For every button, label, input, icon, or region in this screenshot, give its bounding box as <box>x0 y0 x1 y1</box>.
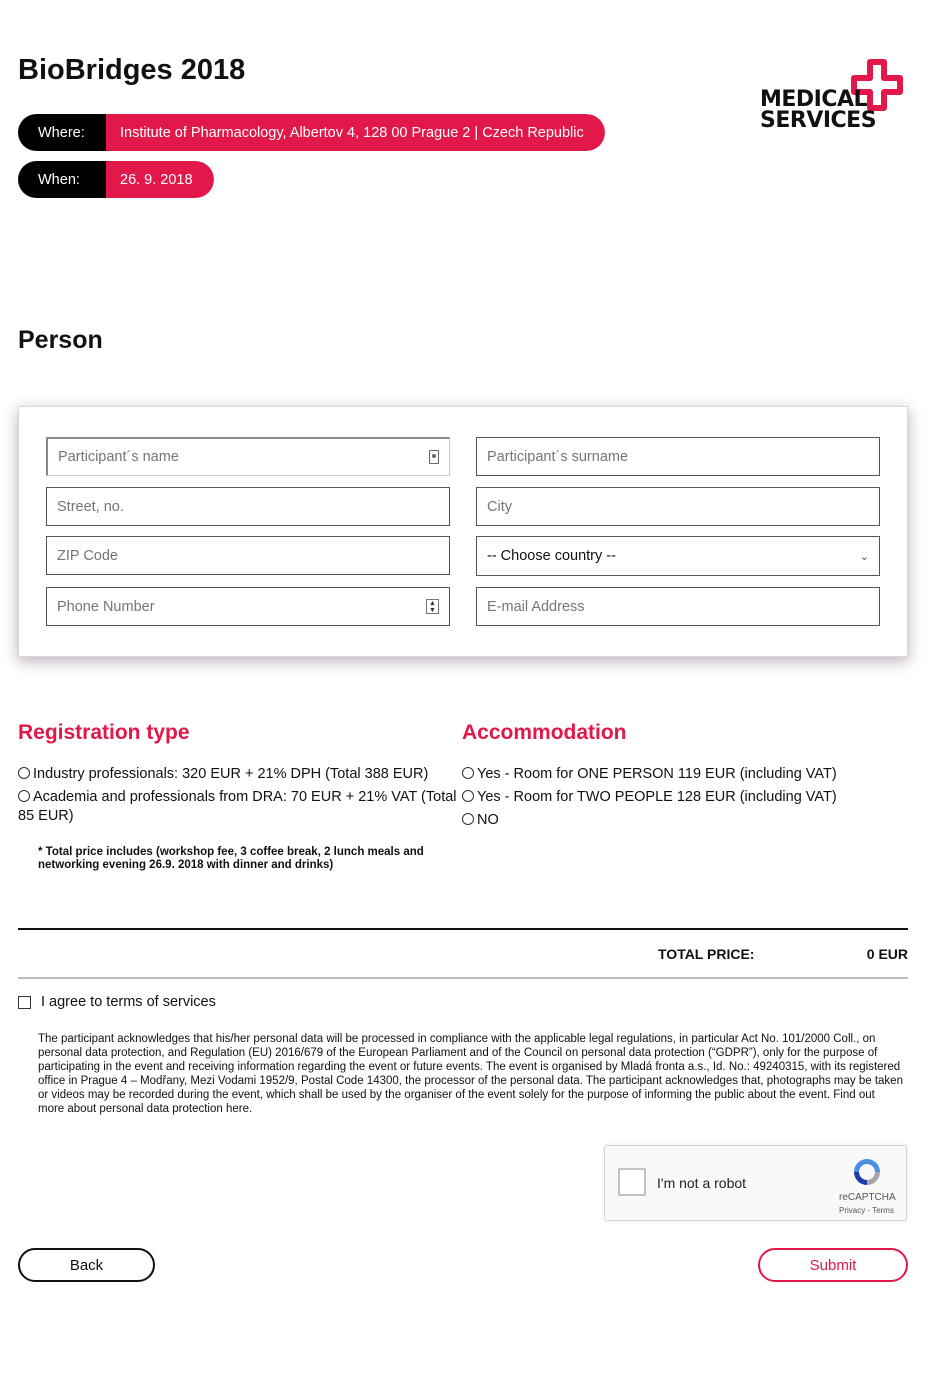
registration-option-academia[interactable]: Academia and professionals from DRA: 70 EUR + 21% VAT (Total 85 EUR) <box>18 789 457 824</box>
zip-input[interactable]: ZIP Code <box>46 536 450 575</box>
where-value: Institute of Pharmacology, Albertov 4, 128 00 Prague 2 | Czech Republic <box>106 114 605 151</box>
radio-button[interactable] <box>462 790 474 802</box>
accommodation-title: Accommodation <box>462 721 627 744</box>
phone-input[interactable]: Phone Number ▲ ▼ <box>46 587 450 626</box>
email-input[interactable]: E-mail Address <box>476 587 880 626</box>
registration-option-industry[interactable]: Industry professionals: 320 EUR + 21% DPH (Total 388 EUR) <box>18 765 428 784</box>
city-input[interactable]: City <box>476 487 880 526</box>
accommodation-option-one-person[interactable]: Yes - Room for ONE PERSON 119 EUR (including VAT) <box>462 765 837 784</box>
recaptcha-label: I'm not a robot <box>657 1175 747 1191</box>
participant-surname-input[interactable]: Participant´s surname <box>476 437 880 476</box>
recaptcha-links[interactable]: Privacy - Terms <box>839 1206 894 1215</box>
event-title: BioBridges 2018 <box>18 54 246 86</box>
contact-card-icon[interactable] <box>429 450 439 464</box>
gdpr-text: The participant acknowledges that his/her personal data will be processed in compliance with the applicable legal regulations, in particular Act No. 101/2000 Coll., on personal data protection, and Regulation (EU) 2016/679 of the European Parliament and of the Council on personal data protection (“GDPR”), only for the purpose of participating in the event and receiving information regarding the event or future events. The event is organised by Mladá fronta a.s., Id. No.: 49240315, with its registered office in Prague 4 – Modřany, Mezi Vodami 1952/9, Postal Code 14300, the processor of the personal data. The participant acknowledges that, photographs may be taken or videos may be recorded during the event, which shall be used by the organiser of the event solely for the purpose of informing the public about the event. Find out more about personal data protection here. <box>38 1033 903 1115</box>
recaptcha-brand: reCAPTCHA <box>839 1192 896 1203</box>
where-pill <box>18 114 605 151</box>
registration-type-title: Registration type <box>18 721 190 744</box>
terms-label: I agree to terms of services <box>41 994 216 1010</box>
back-button[interactable]: Back <box>18 1248 155 1282</box>
total-price-label: TOTAL PRICE: <box>658 946 755 962</box>
recaptcha-icon <box>851 1156 883 1188</box>
number-spinner-icon[interactable]: ▲ ▼ <box>426 599 439 614</box>
radio-button[interactable] <box>18 767 30 779</box>
radio-button[interactable] <box>462 813 474 825</box>
when-label: When: <box>18 161 106 198</box>
chevron-down-icon: ⌄ <box>859 550 869 563</box>
divider <box>18 977 908 979</box>
accommodation-option-no[interactable]: NO <box>462 811 499 830</box>
radio-button[interactable] <box>462 767 474 779</box>
person-section-title: Person <box>18 326 103 354</box>
when-pill <box>18 161 214 198</box>
street-input[interactable]: Street, no. <box>46 487 450 526</box>
recaptcha-widget <box>604 1145 907 1221</box>
terms-checkbox[interactable] <box>18 996 31 1009</box>
person-form <box>18 406 908 657</box>
total-price-value: 0 EUR <box>866 946 908 962</box>
terms-agreement[interactable] <box>18 994 216 1010</box>
where-label: Where: <box>18 114 106 151</box>
divider <box>18 928 908 930</box>
submit-button[interactable]: Submit <box>758 1248 908 1282</box>
medical-services-logo <box>758 54 910 134</box>
total-price-note: * Total price includes (workshop fee, 3 coffee break, 2 lunch meals and networking evening 26.9. 2018 with dinner and drinks) <box>38 846 424 871</box>
recaptcha-checkbox[interactable] <box>618 1168 646 1196</box>
logo-text: MEDICAL SERVICES <box>760 87 877 133</box>
when-value: 26. 9. 2018 <box>106 161 214 198</box>
participant-name-input[interactable]: Participant´s name <box>46 437 450 476</box>
country-select[interactable]: -- Choose country -- ⌄ <box>476 536 880 576</box>
radio-button[interactable] <box>18 790 30 802</box>
accommodation-option-two-people[interactable]: Yes - Room for TWO PEOPLE 128 EUR (including VAT) <box>462 788 837 807</box>
